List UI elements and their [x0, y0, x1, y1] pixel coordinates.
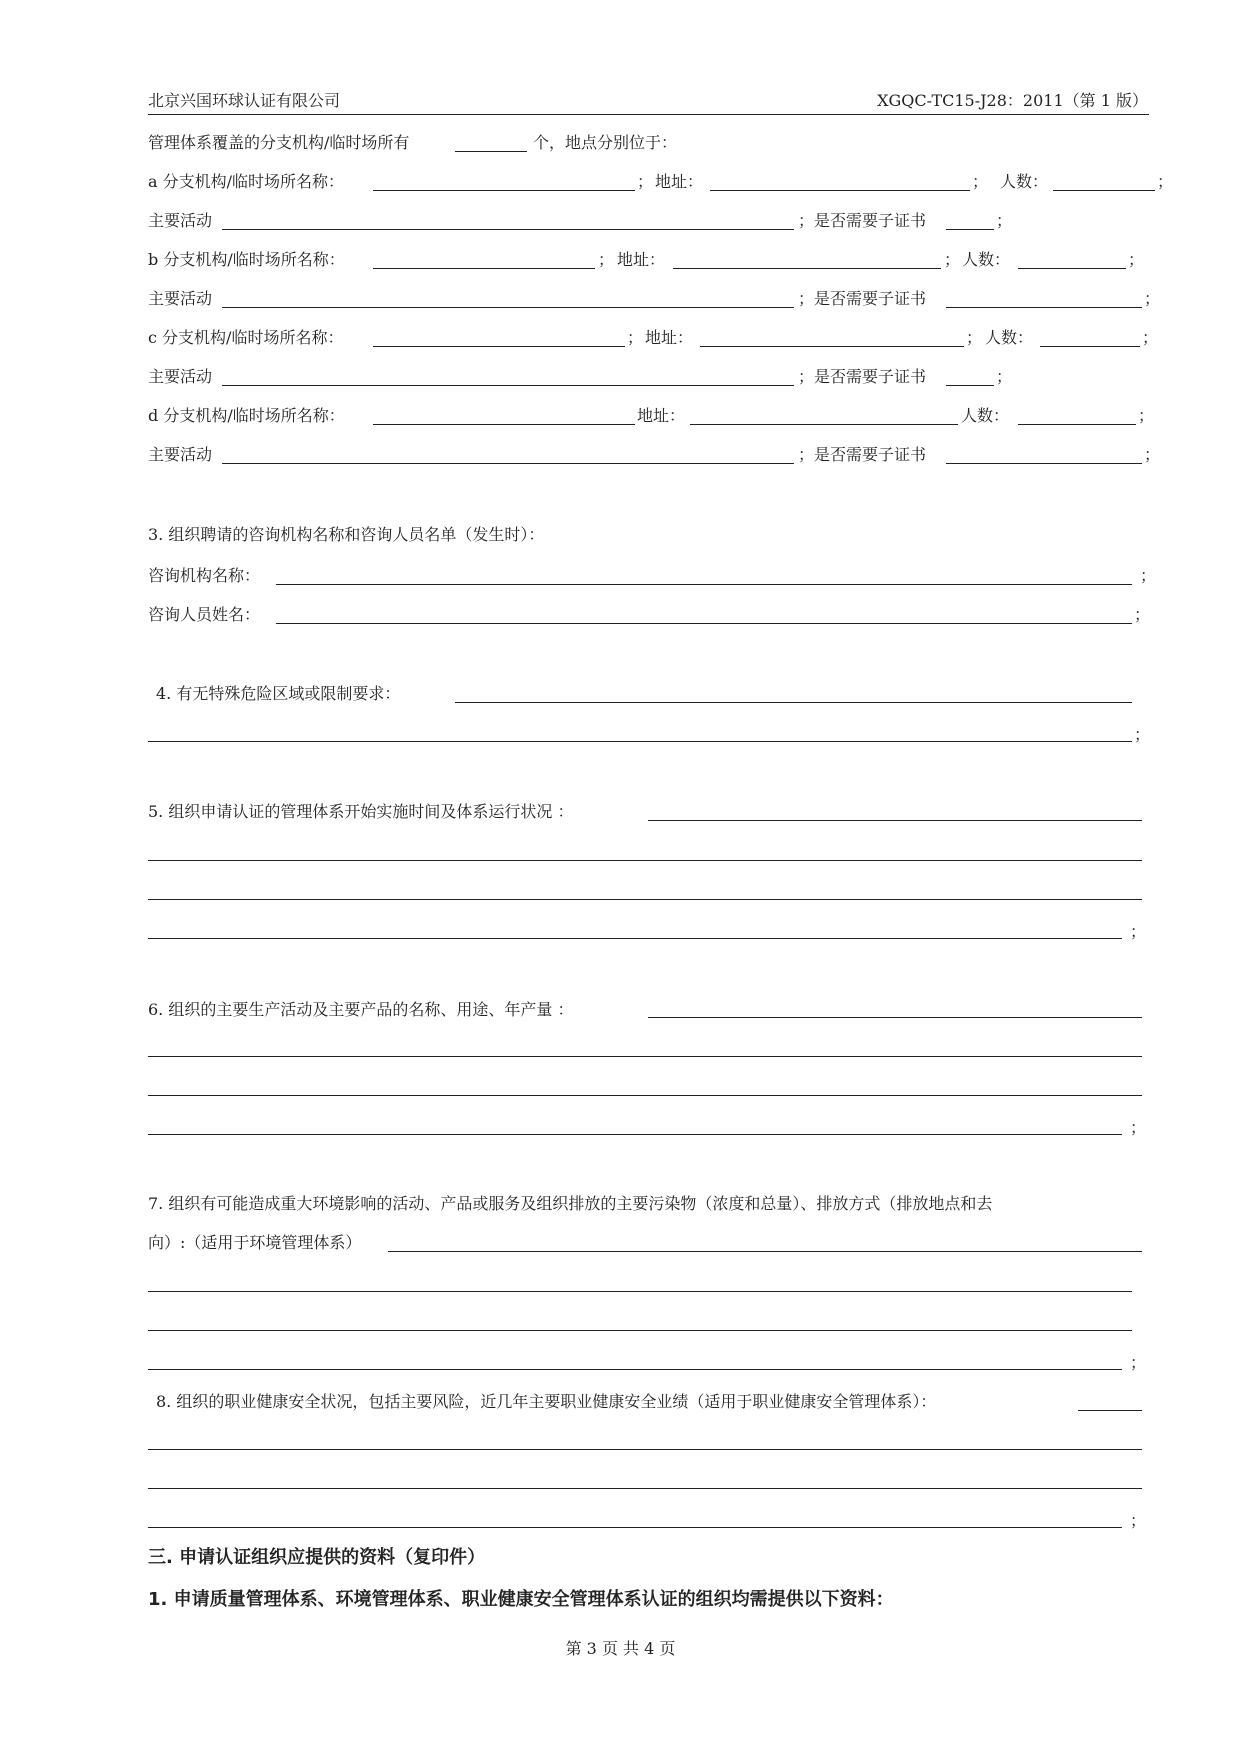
- branch-c-address-field[interactable]: [700, 346, 964, 347]
- branch-d-activity-field[interactable]: [222, 463, 794, 464]
- branch-a-address-field[interactable]: [710, 190, 970, 191]
- branch-a-cert-label: ；是否需要子证书: [798, 211, 927, 230]
- q5-field-line-4[interactable]: [148, 938, 1122, 939]
- branch-d-address-label: 地址：: [637, 406, 686, 425]
- semicolon: ；: [1138, 406, 1155, 425]
- q7-field-line-3[interactable]: [148, 1330, 1132, 1331]
- branch-b-cert-field[interactable]: [946, 307, 1142, 308]
- branch-a-name-field[interactable]: [373, 190, 635, 191]
- q4-title: 4. 有无特殊危险区域或限制要求：: [156, 684, 401, 703]
- semicolon: ；: [1134, 605, 1151, 624]
- q7-field-line-4[interactable]: [148, 1369, 1122, 1370]
- semicolon: ；: [1157, 172, 1174, 191]
- branch-a-cert-field[interactable]: [946, 229, 994, 230]
- branch-a-activity-label: 主要活动: [148, 211, 213, 230]
- semicolon: ；: [1128, 250, 1145, 269]
- branch-d-name-field[interactable]: [373, 424, 635, 425]
- branch-a-name-label: a 分支机构/临时场所名称：: [148, 172, 345, 191]
- semicolon: ；: [972, 172, 989, 191]
- branch-a-people-label: 人数：: [1000, 172, 1049, 191]
- page-number: 第 3 页 共 4 页: [565, 1639, 676, 1658]
- section-3-title: 三. 申请认证组织应提供的资料（复印件）: [148, 1547, 486, 1568]
- q7-field-line-2[interactable]: [148, 1291, 1132, 1292]
- q7-title-line-2: 向）:（适用于环境管理体系）: [148, 1233, 362, 1252]
- document-code: XGQC-TC15-J28：2011（第 1 版）: [877, 91, 1148, 110]
- semicolon: ；: [944, 250, 961, 269]
- q3-title: 3. 组织聘请的咨询机构名称和咨询人员名单（发生时）：: [148, 525, 545, 544]
- semicolon: ；: [1142, 328, 1159, 347]
- header-divider: [148, 114, 1149, 115]
- branch-a-address-label: 地址：: [655, 172, 704, 191]
- q6-field-line-2[interactable]: [148, 1056, 1142, 1057]
- branch-c-cert-field[interactable]: [946, 385, 994, 386]
- semicolon: ；: [1130, 922, 1147, 941]
- branch-c-cert-label: ；是否需要子证书: [798, 367, 927, 386]
- q6-field-line-1[interactable]: [648, 1017, 1142, 1018]
- semicolon: ；: [627, 328, 644, 347]
- branch-d-cert-field[interactable]: [946, 463, 1142, 464]
- branch-d-cert-label: ；是否需要子证书: [798, 445, 927, 464]
- q3-org-label: 咨询机构名称：: [148, 566, 261, 585]
- branch-b-name-label: b 分支机构/临时场所名称：: [148, 250, 345, 269]
- q7-title-line-1: 7. 组织有可能造成重大环境影响的活动、产品或服务及组织排放的主要污染物（浓度和总量）、排放方式（排放地点和去: [148, 1194, 993, 1213]
- branch-d-people-label: 人数：: [961, 406, 1010, 425]
- branch-b-address-label: 地址：: [617, 250, 666, 269]
- branch-a-people-field[interactable]: [1053, 190, 1155, 191]
- branch-b-people-label: 人数：: [962, 250, 1011, 269]
- semicolon: ；: [1144, 289, 1161, 308]
- semicolon: ；: [1130, 1353, 1147, 1372]
- branch-b-name-field[interactable]: [373, 268, 595, 269]
- branch-d-activity-label: 主要活动: [148, 445, 213, 464]
- q8-field-line-1[interactable]: [1078, 1410, 1142, 1411]
- q3-person-field[interactable]: [276, 623, 1132, 624]
- q8-field-line-4[interactable]: [148, 1527, 1122, 1528]
- q6-field-line-3[interactable]: [148, 1095, 1142, 1096]
- branch-b-people-field[interactable]: [1018, 268, 1126, 269]
- semicolon: ；: [996, 211, 1013, 230]
- branch-c-people-field[interactable]: [1040, 346, 1140, 347]
- branch-d-name-label: d 分支机构/临时场所名称：: [148, 406, 345, 425]
- semicolon: ；: [1140, 566, 1157, 585]
- branch-b-activity-label: 主要活动: [148, 289, 213, 308]
- branch-c-activity-label: 主要活动: [148, 367, 213, 386]
- semicolon: ；: [1134, 725, 1151, 744]
- q4-field-line-2[interactable]: [148, 741, 1132, 742]
- semicolon: ；: [966, 328, 983, 347]
- branch-c-name-field[interactable]: [373, 346, 625, 347]
- semicolon: ；: [598, 250, 615, 269]
- branches-intro-suffix: 个，地点分别位于：: [533, 133, 678, 152]
- q6-field-line-4[interactable]: [148, 1134, 1122, 1135]
- branch-c-address-label: 地址：: [645, 328, 694, 347]
- q3-org-field[interactable]: [276, 584, 1132, 585]
- branches-intro-prefix: 管理体系覆盖的分支机构/临时场所有: [148, 133, 410, 152]
- branch-c-people-label: 人数：: [985, 328, 1034, 347]
- branch-b-address-field[interactable]: [673, 268, 941, 269]
- q6-title: 6. 组织的主要生产活动及主要产品的名称、用途、年产量 ：: [148, 1000, 574, 1019]
- branch-count-field[interactable]: [455, 151, 527, 152]
- q3-person-label: 咨询人员姓名：: [148, 605, 261, 624]
- company-name: 北京兴国环球认证有限公司: [148, 91, 341, 110]
- branch-d-address-field[interactable]: [690, 424, 958, 425]
- section-3-item-1: 1. 申请质量管理体系、环境管理体系、职业健康安全管理体系认证的组织均需提供以下资料：: [148, 1589, 894, 1610]
- branch-b-activity-field[interactable]: [222, 307, 794, 308]
- q8-title: 8. 组织的职业健康安全状况，包括主要风险，近几年主要职业健康安全业绩（适用于职业健康安全管理体系）：: [156, 1392, 937, 1411]
- q5-title: 5. 组织申请认证的管理体系开始实施时间及体系运行状况 ：: [148, 802, 574, 821]
- q8-field-line-2[interactable]: [148, 1449, 1142, 1450]
- branch-c-activity-field[interactable]: [222, 385, 794, 386]
- semicolon: ；: [637, 172, 654, 191]
- semicolon: ；: [1130, 1511, 1147, 1530]
- semicolon: ；: [1144, 445, 1161, 464]
- branch-c-name-label: c 分支机构/临时场所名称：: [148, 328, 344, 347]
- q7-field-line-1[interactable]: [388, 1251, 1142, 1252]
- q5-field-line-3[interactable]: [148, 899, 1142, 900]
- q4-field-line-1[interactable]: [455, 702, 1132, 703]
- q8-field-line-3[interactable]: [148, 1488, 1142, 1489]
- branch-b-cert-label: ；是否需要子证书: [798, 289, 927, 308]
- branch-d-people-field[interactable]: [1018, 424, 1136, 425]
- semicolon: ；: [996, 367, 1013, 386]
- semicolon: ；: [1130, 1118, 1147, 1137]
- branch-a-activity-field[interactable]: [222, 229, 794, 230]
- q5-field-line-1[interactable]: [648, 820, 1142, 821]
- q5-field-line-2[interactable]: [148, 860, 1142, 861]
